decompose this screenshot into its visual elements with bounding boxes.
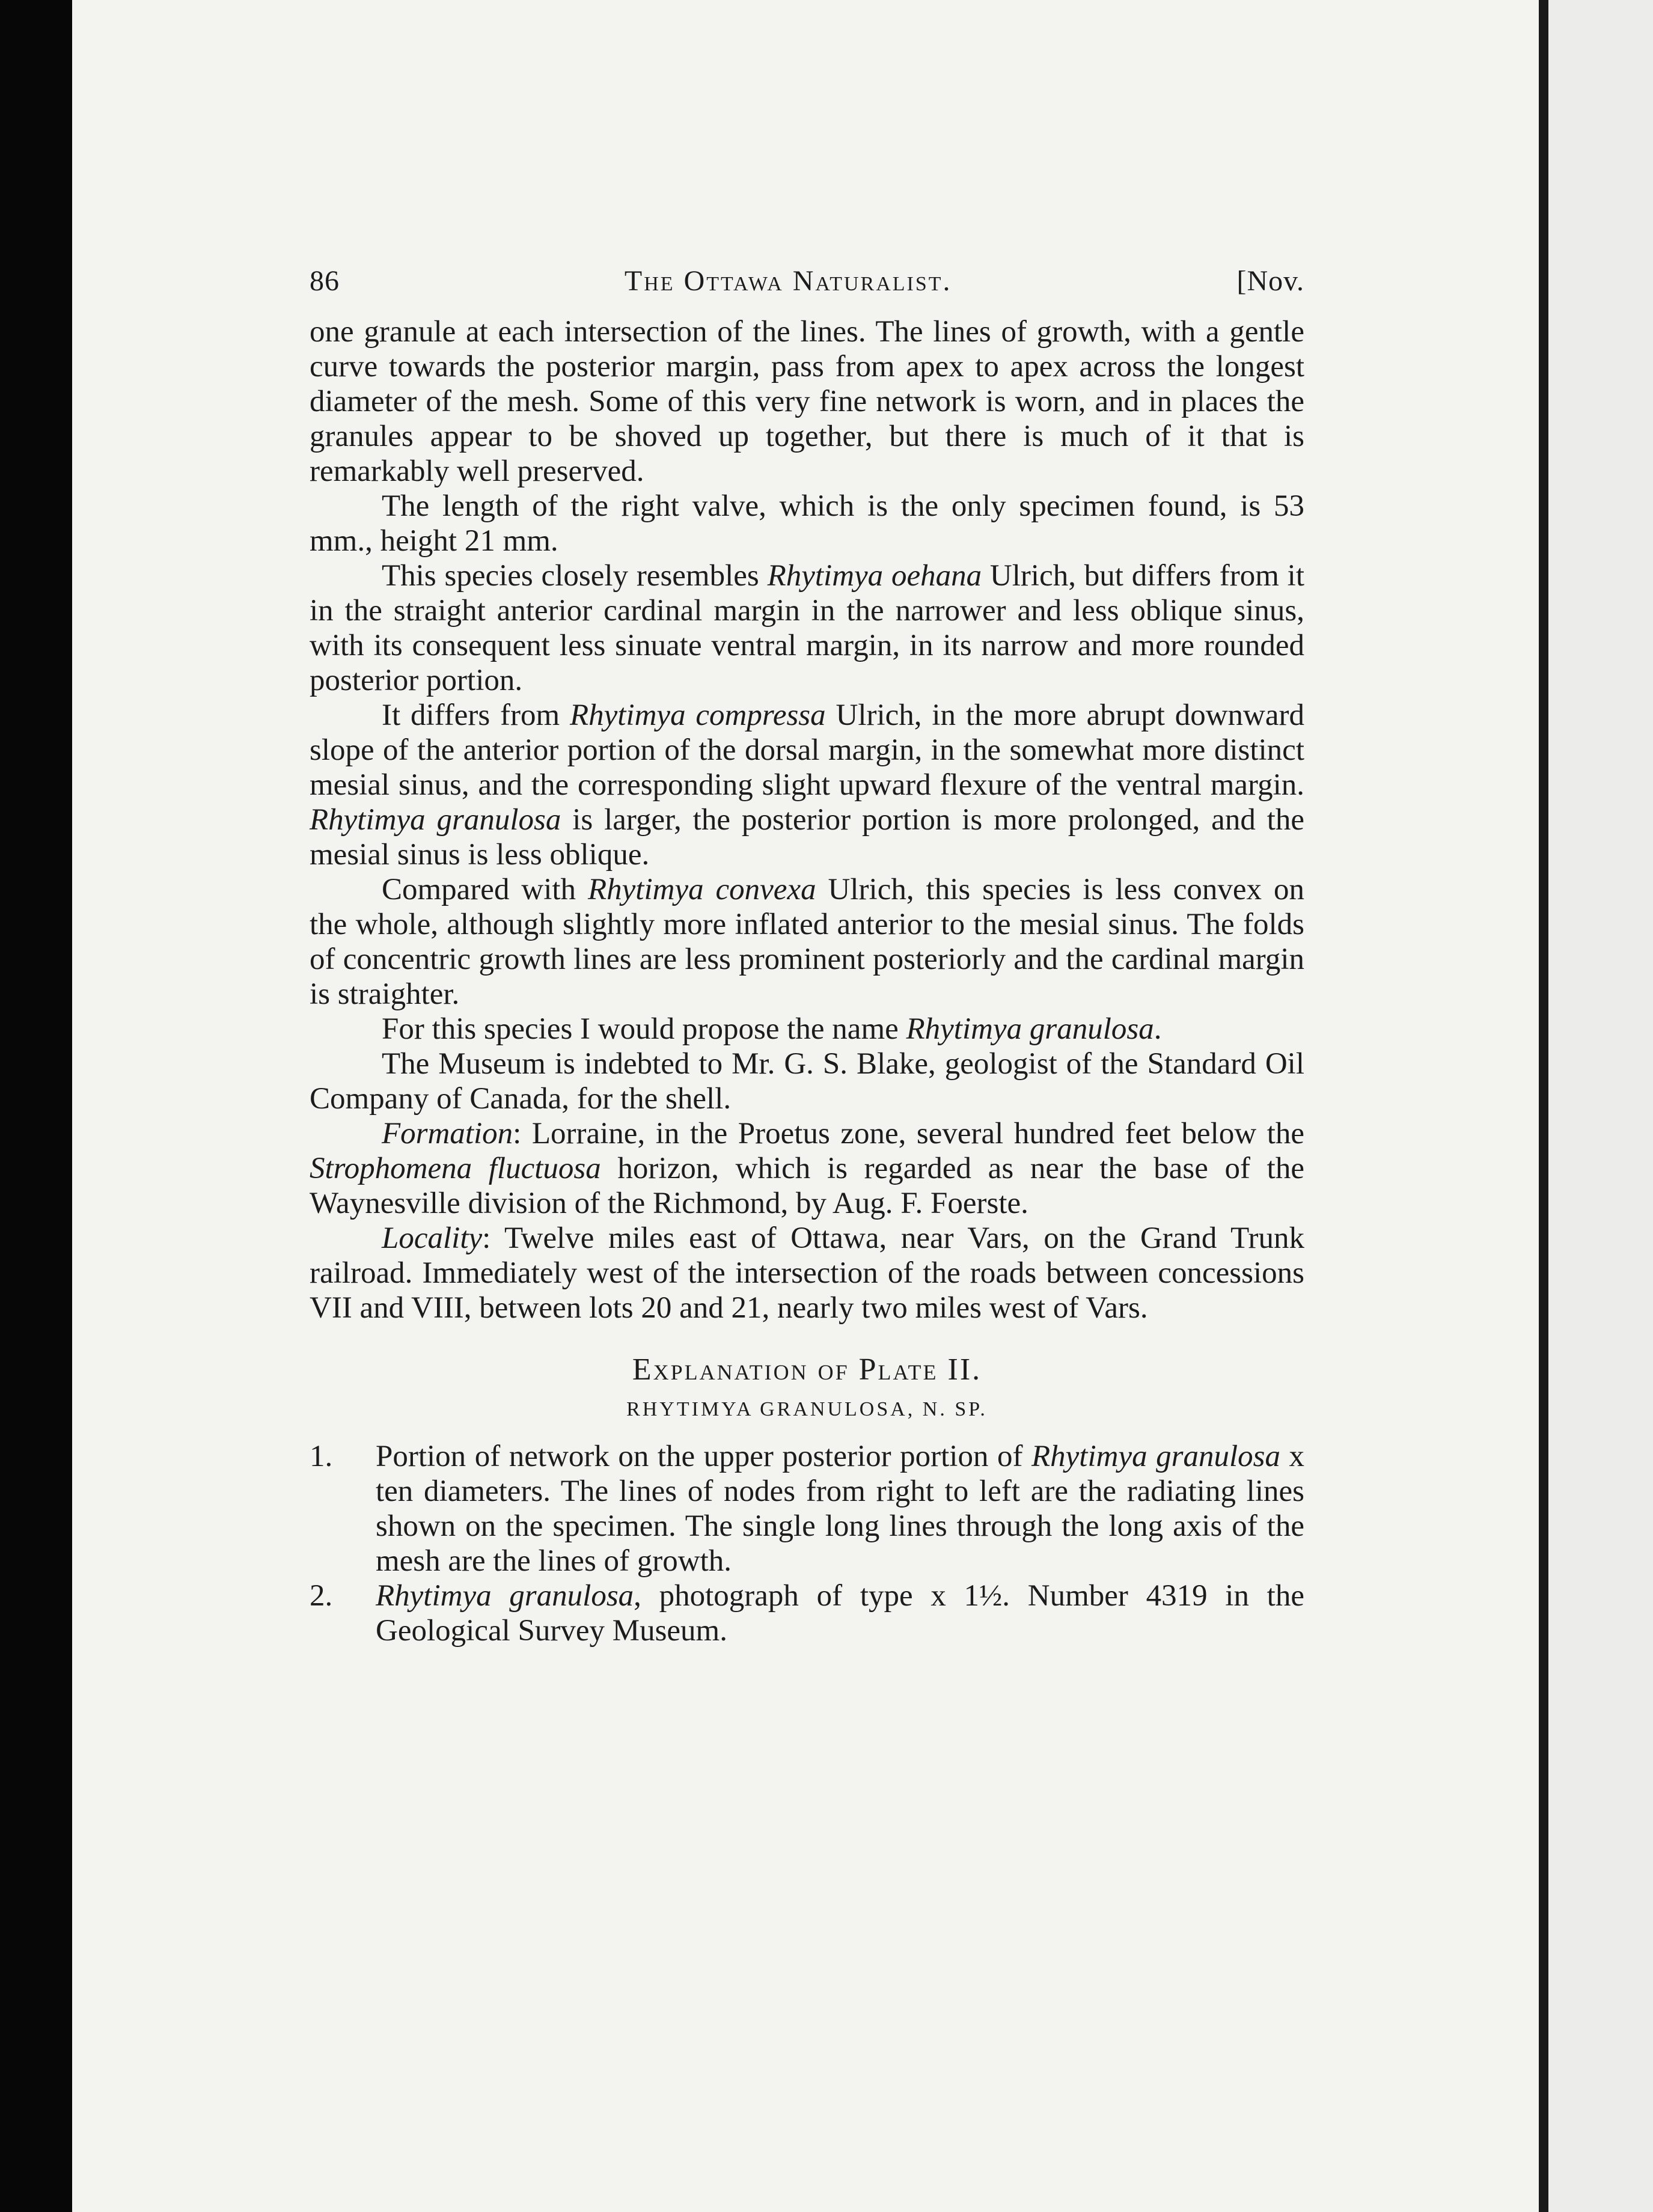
text-run: Ulrich, but differs from it in the straight anterior cardinal margin in the narrower and less oblique sinus, with its consequent less sinuate ventral margin, in its narrow and more rounded posterior portion. bbox=[310, 559, 1305, 697]
plate-explanation-title: Explanation of Plate II. bbox=[632, 1352, 982, 1387]
species-name: Rhytimya compressa bbox=[569, 698, 826, 732]
text-run: Ulrich, in the more abrupt downward slope of the anterior portion of the dorsal margin, in the somewhat more distinct mesial sinus, and the corresponding slight upward flexure of the ventral margin. bbox=[310, 698, 1304, 802]
plate-item-2 bbox=[310, 1578, 1304, 1648]
plate-item-1 bbox=[310, 1439, 1304, 1578]
item-number: 2. bbox=[310, 1579, 333, 1613]
paragraph-formation bbox=[310, 1116, 1304, 1221]
text-run: : Twelve miles east of Ottawa, near Vars, on the Grand Trunk railroad. Immediately west of the intersection of the roads between concessions VII and VIII, between lots 20 and 21, nearly two miles west of Vars. bbox=[310, 1221, 1304, 1325]
journal-title: The Ottawa Naturalist. bbox=[624, 265, 952, 297]
page-number: 86 bbox=[310, 265, 340, 297]
page-edge-shadow bbox=[1539, 0, 1548, 2212]
text-run: Ulrich, this species is less convex on the whole, although slightly more inflated anterior to the mesial sinus. The folds of concentric growth lines are less prominent posteriorly and the cardinal margin is straighter. bbox=[310, 873, 1304, 1011]
section-label: Formation bbox=[382, 1117, 513, 1150]
paragraph-5 bbox=[310, 872, 1304, 1012]
paragraph-locality bbox=[310, 1221, 1304, 1325]
text-run: x ten diameters. The lines of nodes from right to left are the radiating lines shown on the specimen. The single long lines through the long axis of the mesh are the lines of growth. bbox=[376, 1440, 1305, 1578]
species-name: Rhytimya oehana bbox=[767, 559, 982, 593]
plate-explanation-subtitle: RHYTIMYA GRANULOSA, N. SP. bbox=[626, 1398, 988, 1420]
paragraph-3 bbox=[310, 558, 1304, 698]
paragraph-4 bbox=[310, 698, 1304, 872]
text-run: This species closely resembles bbox=[382, 559, 768, 593]
paragraph-7: The Museum is indebted to Mr. G. S. Blake, geologist of the Standard Oil Company of Canada, for the shell. bbox=[310, 1047, 1304, 1116]
text-run: Compared with bbox=[382, 873, 588, 906]
text-run: horizon, which is regarded as near the base of the Waynesville division of the Richmond, by Aug. F. Foerste. bbox=[310, 1152, 1304, 1220]
text-run: . bbox=[1153, 1012, 1162, 1046]
text-run: Portion of network on the upper posterior portion of bbox=[376, 1440, 1031, 1473]
species-name: Rhytimya granulosa bbox=[906, 1012, 1154, 1046]
text-run: It differs from bbox=[382, 698, 570, 732]
item-text bbox=[376, 1578, 1304, 1648]
paragraph-2: The length of the right valve, which is the only specimen found, is 53 mm., height 21 mm. bbox=[310, 489, 1304, 558]
species-name: Strophomena fluctuosa bbox=[310, 1152, 601, 1185]
species-name: Rhytimya convexa bbox=[588, 873, 816, 906]
running-head bbox=[310, 264, 1304, 298]
text-run: For this species I would propose the name bbox=[382, 1012, 906, 1046]
species-name: Rhytimya granulosa bbox=[310, 803, 561, 837]
paragraph-1: one granule at each intersection of the lines. The lines of growth, with a gentle curve towards the posterior margin, pass from apex to apex across the longest diameter of the mesh. Some of this very fine network is worn, and in places the granules appear to be shoved up together, but there is much of it that is remarkably well preserved. bbox=[310, 315, 1304, 488]
item-number: 1. bbox=[310, 1440, 333, 1473]
scan-border-right bbox=[1548, 0, 1653, 2212]
species-name: Rhytimya granulosa bbox=[376, 1579, 634, 1613]
species-name: Rhytimya granulosa bbox=[1031, 1440, 1280, 1473]
paragraph-6 bbox=[310, 1012, 1304, 1046]
issue-month: [Nov. bbox=[1236, 265, 1304, 297]
item-text bbox=[376, 1439, 1304, 1578]
text-run: : Lorraine, in the Proetus zone, several hundred feet below the bbox=[513, 1117, 1304, 1150]
text-run: is larger, the posterior portion is more prolonged, and the mesial sinus is less oblique. bbox=[310, 803, 1304, 872]
scan-border-left bbox=[0, 0, 72, 2212]
section-label: Locality bbox=[382, 1221, 483, 1255]
text-run: , photograph of type x 1½. Number 4319 in the Geological Survey Museum. bbox=[376, 1579, 1304, 1648]
page-content bbox=[310, 264, 1304, 1648]
